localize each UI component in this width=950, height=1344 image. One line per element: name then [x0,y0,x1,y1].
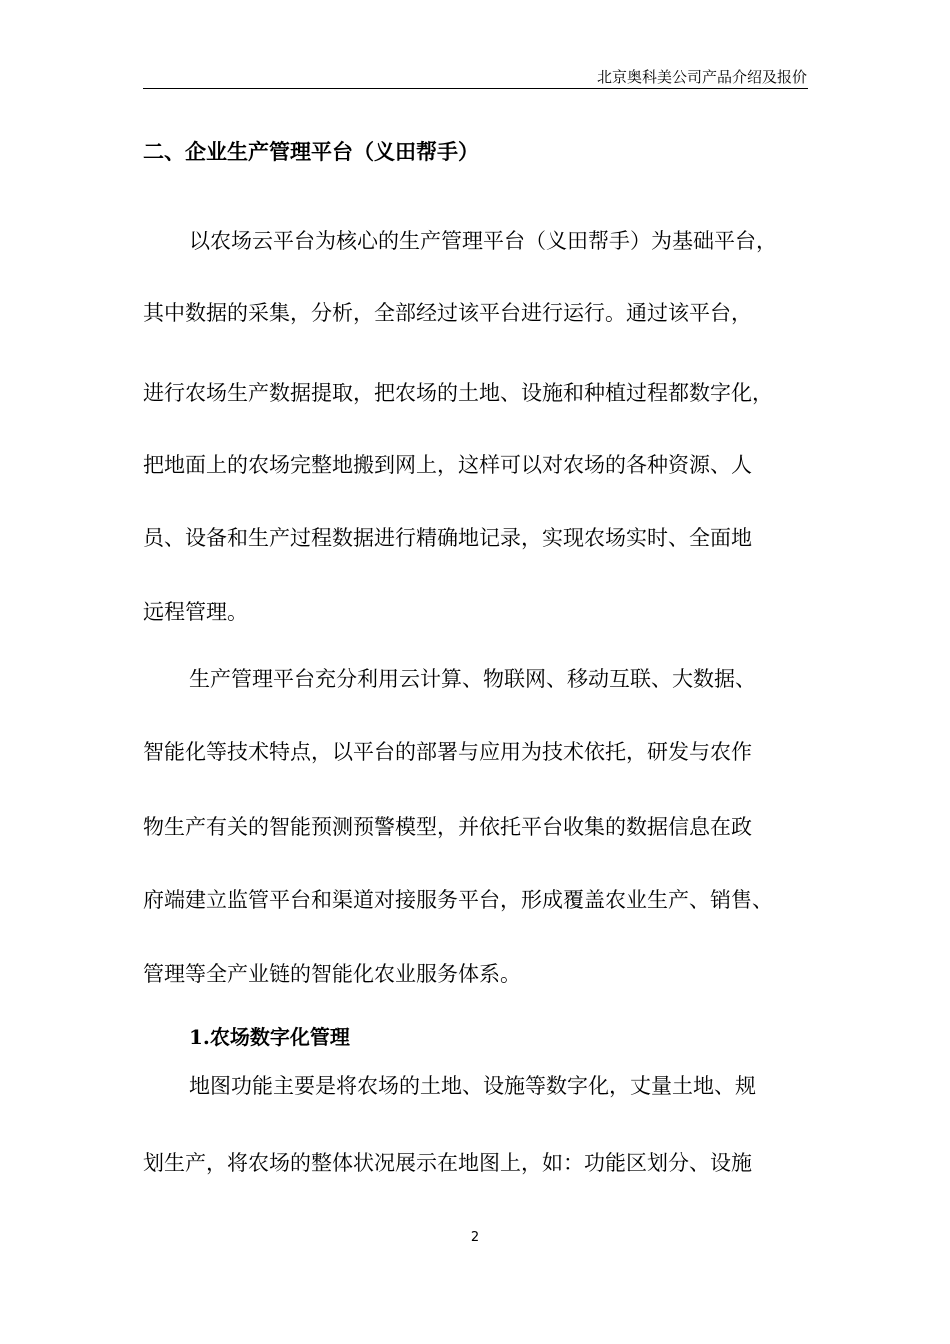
paragraph-line: 其中数据的采集，分析，全部经过该平台进行运行。通过该平台， [143,301,752,325]
paragraph-line: 地图功能主要是将农场的土地、设施等数字化，丈量土地、规 [189,1074,756,1098]
paragraph-line: 物生产有关的智能预测预警模型，并依托平台收集的数据信息在政 [143,815,752,839]
header-title: 北京奥科美公司产品介绍及报价 [596,68,807,86]
section-heading: 二、企业生产管理平台（义田帮手） [143,139,479,164]
paragraph-line: 进行农场生产数据提取，把农场的土地、设施和种植过程都数字化， [143,381,773,405]
paragraph-line: 把地面上的农场完整地搬到网上，这样可以对农场的各种资源、人 [143,453,752,477]
paragraph-line: 府端建立监管平台和渠道对接服务平台，形成覆盖农业生产、销售、 [143,888,773,912]
page-number: 2 [470,1230,480,1245]
paragraph-line: 员、设备和生产过程数据进行精确地记录，实现农场实时、全面地 [143,526,752,550]
paragraph-line: 生产管理平台充分利用云计算、物联网、移动互联、大数据、 [189,667,756,691]
header-divider [143,88,808,89]
paragraph-line: 管理等全产业链的智能化农业服务体系。 [143,962,521,986]
paragraph-line: 远程管理。 [143,600,248,624]
subsection-heading: 1.农场数字化管理 [189,1025,350,1049]
paragraph-line: 以农场云平台为核心的生产管理平台（义田帮手）为基础平台， [189,229,777,253]
paragraph-line: 划生产，将农场的整体状况展示在地图上，如：功能区划分、设施 [143,1151,752,1175]
paragraph-line: 智能化等技术特点，以平台的部署与应用为技术依托，研发与农作 [143,740,752,764]
